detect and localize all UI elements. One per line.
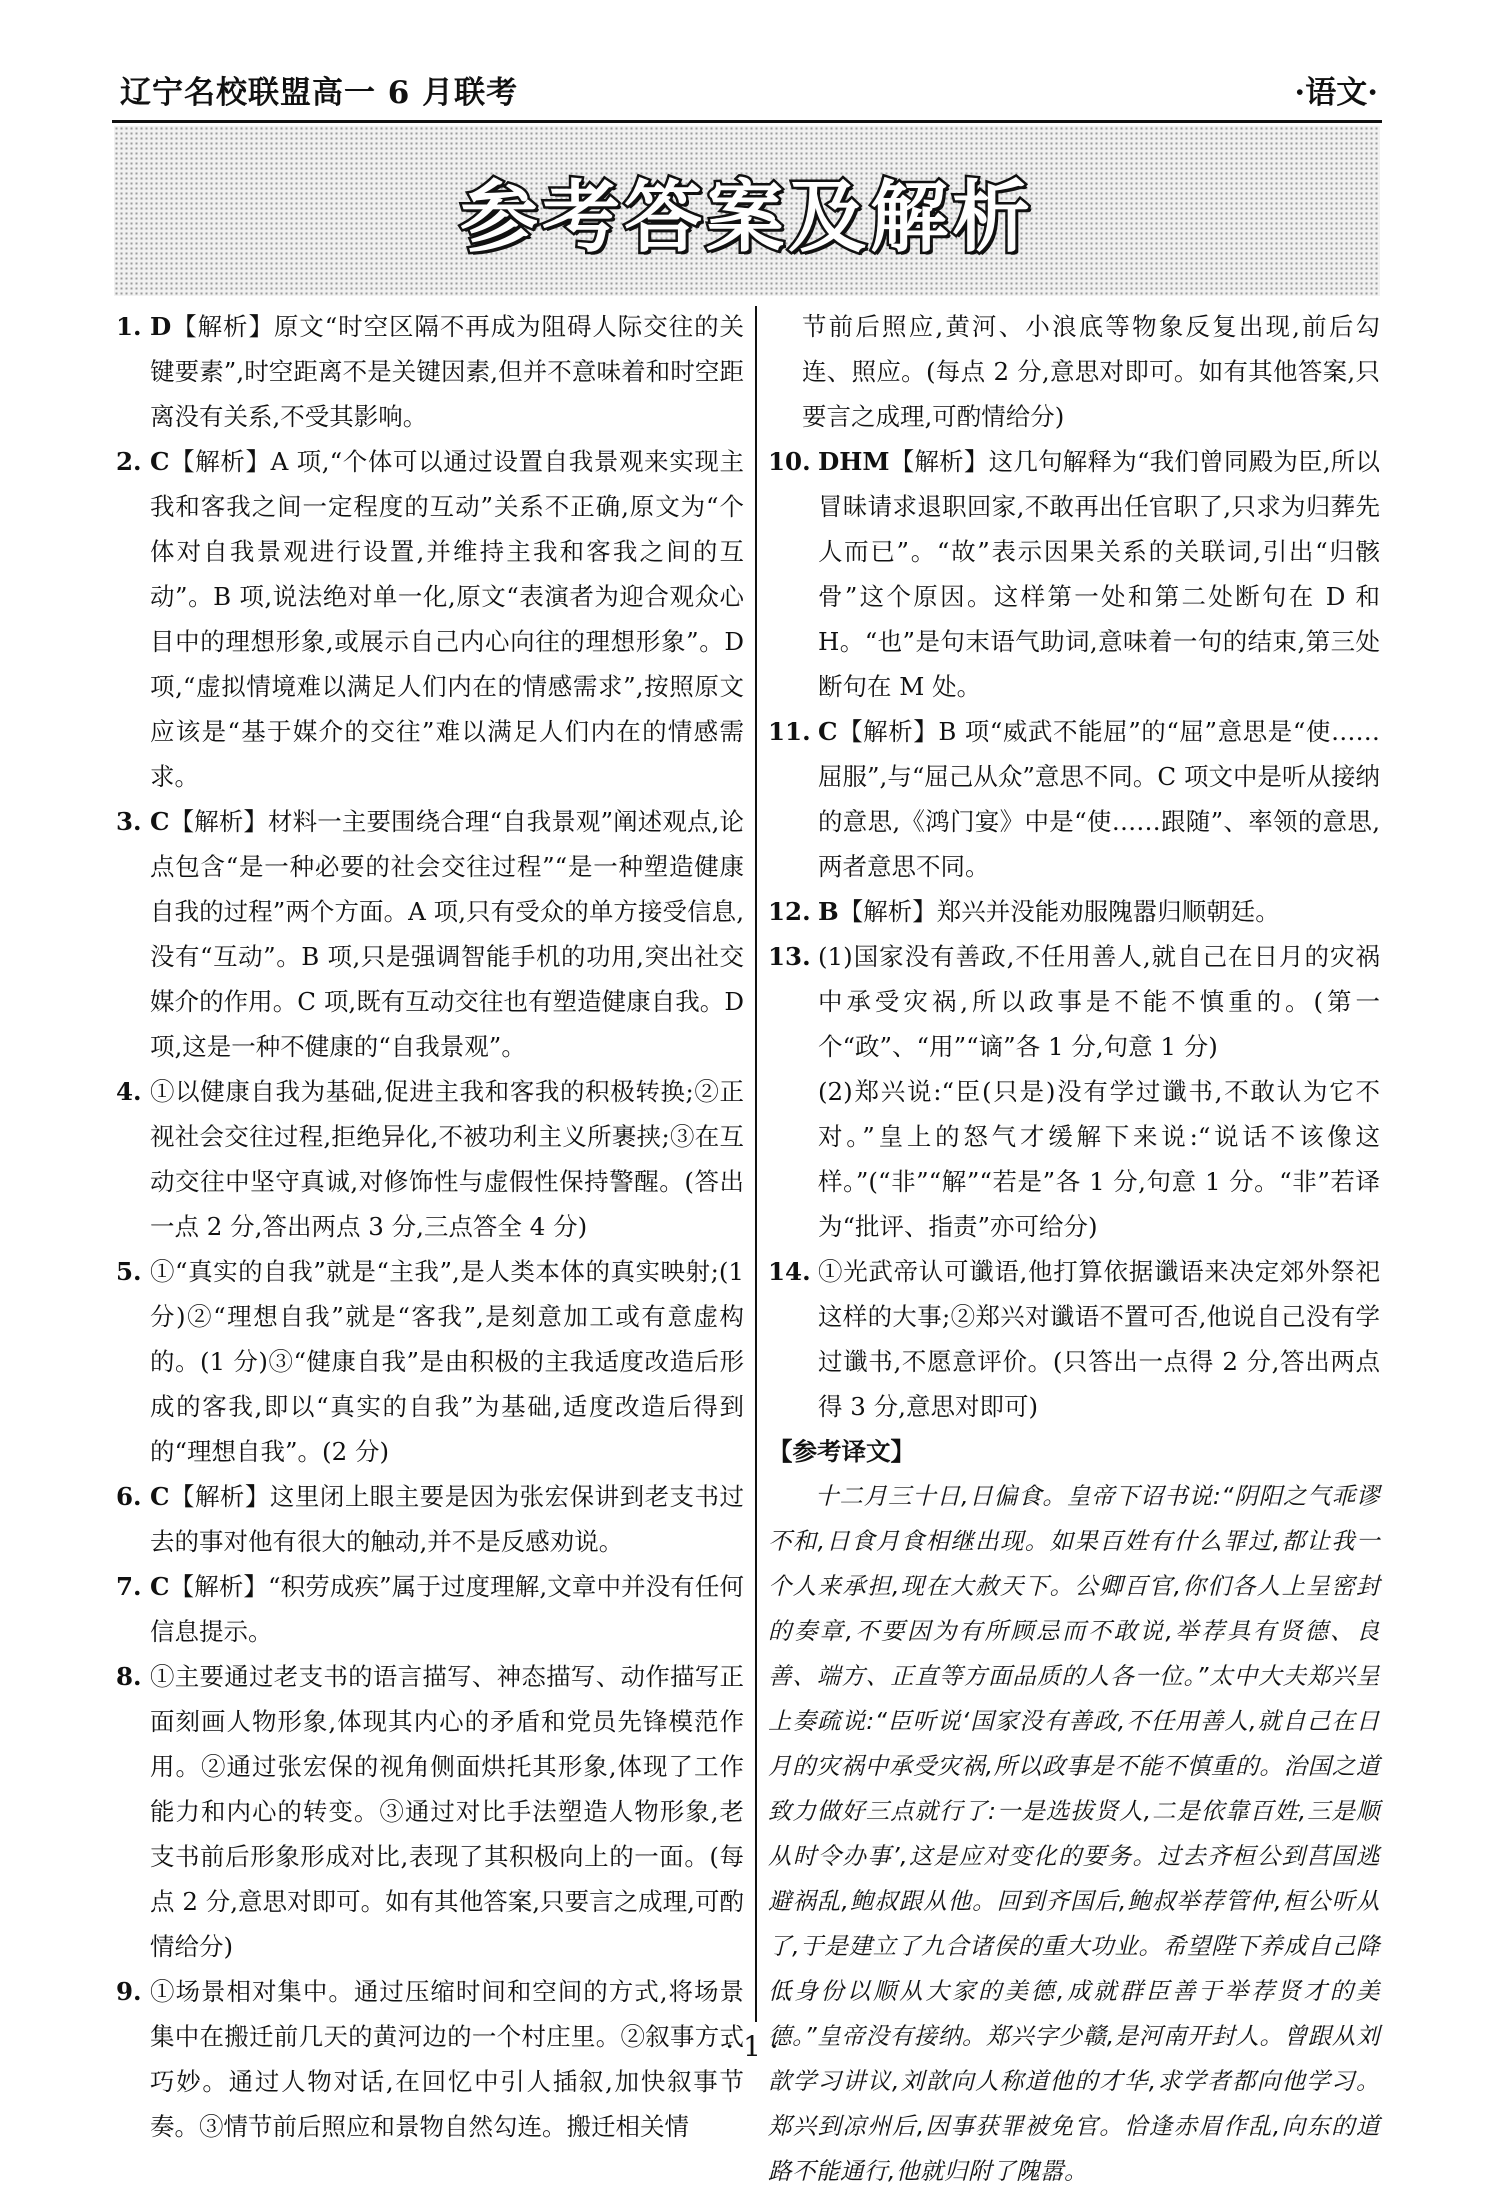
item-number: 12. <box>768 897 811 926</box>
item-text: 【解析】郑兴并没能劝服隗嚣归顺朝廷。 <box>838 897 1280 926</box>
answer-item-1 <box>116 304 744 439</box>
item-number: 2. <box>116 447 142 476</box>
item-text: ①以健康自我为基础,促进主我和客我的积极转换;②正视社会交往过程,拒绝异化,不被功利主义所裹挟;③在互动交往中坚守真诚,对修饰性与虚假性保持警醒。(答出一点 2 分,答出两点 3 分,三点答全 4 分) <box>150 1077 744 1241</box>
item-text: 【解析】A 项,“个体可以通过设置自我景观来实现主我和客我之间一定程度的互动”关系不正确,原文为“个体对自我景观进行设置,并维持主我和客我之间的互动”。B 项,说法绝对单一化,原文“表演者为迎合观众心目中的理想形象,或展示自己内心向往的理想形象”。D 项,“虚拟情境难以满足人们内在的情感需求”,按照原文应该是“基于媒介的交往”难以满足人们内在的情感需求。 <box>150 447 744 791</box>
item-number: 3. <box>116 807 142 836</box>
answer-item-5 <box>116 1249 744 1474</box>
answer-item-12 <box>768 889 1380 934</box>
column-divider <box>755 306 757 2022</box>
item-answer: D <box>150 312 172 341</box>
item-number: 13. <box>768 942 811 971</box>
header-exam-title: 辽宁名校联盟高一 6 月联考 <box>120 75 519 111</box>
item-number: 1. <box>116 312 142 341</box>
answer-item-4 <box>116 1069 744 1249</box>
item-text: 【解析】“积劳成疾”属于过度理解,文章中并没有任何信息提示。 <box>150 1572 744 1646</box>
answer-item-8 <box>116 1654 744 1969</box>
translation-text: 十二月三十日,日偏食。皇帝下诏书说:“阴阳之气乖谬不和,日食月食相继出现。如果百姓有什么罪过,都让我一个人来承担,现在大赦天下。公卿百官,你们各人上呈密封的奏章,不要因为有所顾忌而不敢说,举荐具有贤德、良善、端方、正直等方面品质的人各一位。”太中大夫郑兴呈上奏疏说:“臣听说‘国家没有善政,不任用善人,就自己在日月的灾祸中承受灾祸,所以政事是不能不慎重的。治国之道致力做好三点就行了:一是选拔贤人,二是依靠百姓,三是顺从时令办事’,这是应对变化的要务。过去齐桓公到莒国逃避祸乱,鲍叔跟从他。回到齐国后,鲍叔举荐管仲,桓公听从了,于是建立了九合诸侯的重大功业。希望陛下养成自己降低身份以顺从大家的美德,成就群臣善于举荐贤才的美德。”皇帝没有接纳。郑兴字少赣,是河南开封人。曾跟从刘歆学习讲议,刘歆向人称道他的才华,求学者都向他学习。郑兴到凉州后,因事获罪被免官。恰逢赤眉作乱,向东的道路不能通行,他就归附了隗嚣。 <box>768 1482 1380 2185</box>
item-text: 【解析】这几句解释为“我们曾同殿为臣,所以冒昧请求退职回家,不敢再出任官职了,只求为归葬先人而已”。“故”表示因果关系的关联词,引出“归骸骨”这个原因。这样第一处和第二处断句在 D 和 H。“也”是句末语气助词,意味着一句的结束,第三处断句在 M 处。 <box>818 447 1380 701</box>
item-answer: C <box>150 1482 170 1511</box>
title-banner <box>114 126 1380 296</box>
item-text: ①光武帝认可谶语,他打算依据谶语来决定郊外祭祀这样的大事;②郑兴对谶语不置可否,他说自己没有学过谶书,不愿意评价。(只答出一点得 2 分,答出两点得 3 分,意思对即可) <box>818 1257 1380 1421</box>
item-answer: B <box>818 897 839 926</box>
item-number: 10. <box>768 447 811 476</box>
item-number: 9. <box>116 1977 142 2006</box>
right-column <box>768 304 1380 2194</box>
answer-item-3 <box>116 799 744 1069</box>
answer-item-7 <box>116 1564 744 1654</box>
item-text: 【解析】B 项“威武不能屈”的“屈”意思是“使……屈服”,与“屈己从众”意思不同。C 项文中是听从接纳的意思,《鸿门宴》中是“使……跟随”、率领的意思,两者意思不同。 <box>818 717 1380 881</box>
item-answer: C <box>818 717 838 746</box>
item-text: 【解析】原文“时空区隔不再成为阻碍人际交往的关键要素”,时空距离不是关键因素,但并不意味着和时空距离没有关系,不受其影响。 <box>150 312 744 431</box>
answer-item-2 <box>116 439 744 799</box>
item-13-part-2: (2)郑兴说:“臣(只是)没有学过谶书,不敢认为它不对。”皇上的怒气才缓解下来说:“说话不该像这样。”(“非”“解”“若是”各 1 分,句意 1 分。“非”若译为“批评、指责”亦可给分) <box>818 1077 1380 1241</box>
item-number: 6. <box>116 1482 142 1511</box>
item-answer: C <box>150 1572 170 1601</box>
answer-item-9-continued: 节前后照应,黄河、小浪底等物象反复出现,前后勾连、照应。(每点 2 分,意思对即可。如有其他答案,只要言之成理,可酌情给分) <box>802 312 1380 431</box>
item-13-part-1: (1)国家没有善政,不任用善人,就自己在日月的灾祸中承受灾祸,所以政事是不能不慎重的。(第一个“政”、“用”“谪”各 1 分,句意 1 分) <box>818 942 1380 1061</box>
answer-item-14 <box>768 1249 1380 1429</box>
item-text: 【解析】材料一主要围绕合理“自我景观”阐述观点,论点包含“是一种必要的社会交往过程”“是一种塑造健康自我的过程”两个方面。A 项,只有受众的单方接受信息,没有“互动”。B 项,只是强调智能手机的功用,突出社交媒介的作用。C 项,既有互动交往也有塑造健康自我。D 项,这是一种不健康的“自我景观”。 <box>150 807 744 1061</box>
item-answer: C <box>150 447 170 476</box>
page-number: · 1 · <box>725 2030 779 2063</box>
item-number: 5. <box>116 1257 142 1286</box>
item-number: 4. <box>116 1077 142 1106</box>
answer-item-10 <box>768 439 1380 709</box>
item-text: ①“真实的自我”就是“主我”,是人类本体的真实映射;(1 分)②“理想自我”就是“客我”,是刻意加工或有意虚构的。(1 分)③“健康自我”是由积极的主我适度改造后形成的客我,即以“真实的自我”为基础,适度改造后得到的“理想自我”。(2 分) <box>150 1257 744 1466</box>
item-answer: DHM <box>818 447 890 476</box>
left-column <box>116 304 744 2149</box>
item-text: 【解析】这里闭上眼主要是因为张宏保讲到老支书过去的事对他有很大的触动,并不是反感劝说。 <box>150 1482 744 1556</box>
item-number: 14. <box>768 1257 811 1286</box>
item-text: ①场景相对集中。通过压缩时间和空间的方式,将场景集中在搬迁前几天的黄河边的一个村庄里。②叙事方式巧妙。通过人物对话,在回忆中引人插叙,加快叙事节奏。③情节前后照应和景物自然勾连。搬迁相关情 <box>150 1977 744 2141</box>
answer-item-11 <box>768 709 1380 889</box>
item-text: ①主要通过老支书的语言描写、神态描写、动作描写正面刻画人物形象,体现其内心的矛盾和党员先锋模范作用。②通过张宏保的视角侧面烘托其形象,体现了工作能力和内心的转变。③通过对比手法塑造人物形象,老支书前后形象形成对比,表现了其积极向上的一面。(每点 2 分,意思对即可。如有其他答案,只要言之成理,可酌情给分) <box>150 1662 744 1961</box>
header-subject: ·语文· <box>1294 75 1378 111</box>
answer-item-6 <box>116 1474 744 1564</box>
item-number: 8. <box>116 1662 142 1691</box>
answer-item-13 <box>768 934 1380 1249</box>
page-header <box>112 10 1382 123</box>
item-number: 7. <box>116 1572 142 1601</box>
page-title: 参考答案及解析 <box>459 173 1034 263</box>
item-number: 11. <box>768 717 811 746</box>
translation-heading: 【参考译文】 <box>768 1437 915 1466</box>
item-answer: C <box>150 807 170 836</box>
